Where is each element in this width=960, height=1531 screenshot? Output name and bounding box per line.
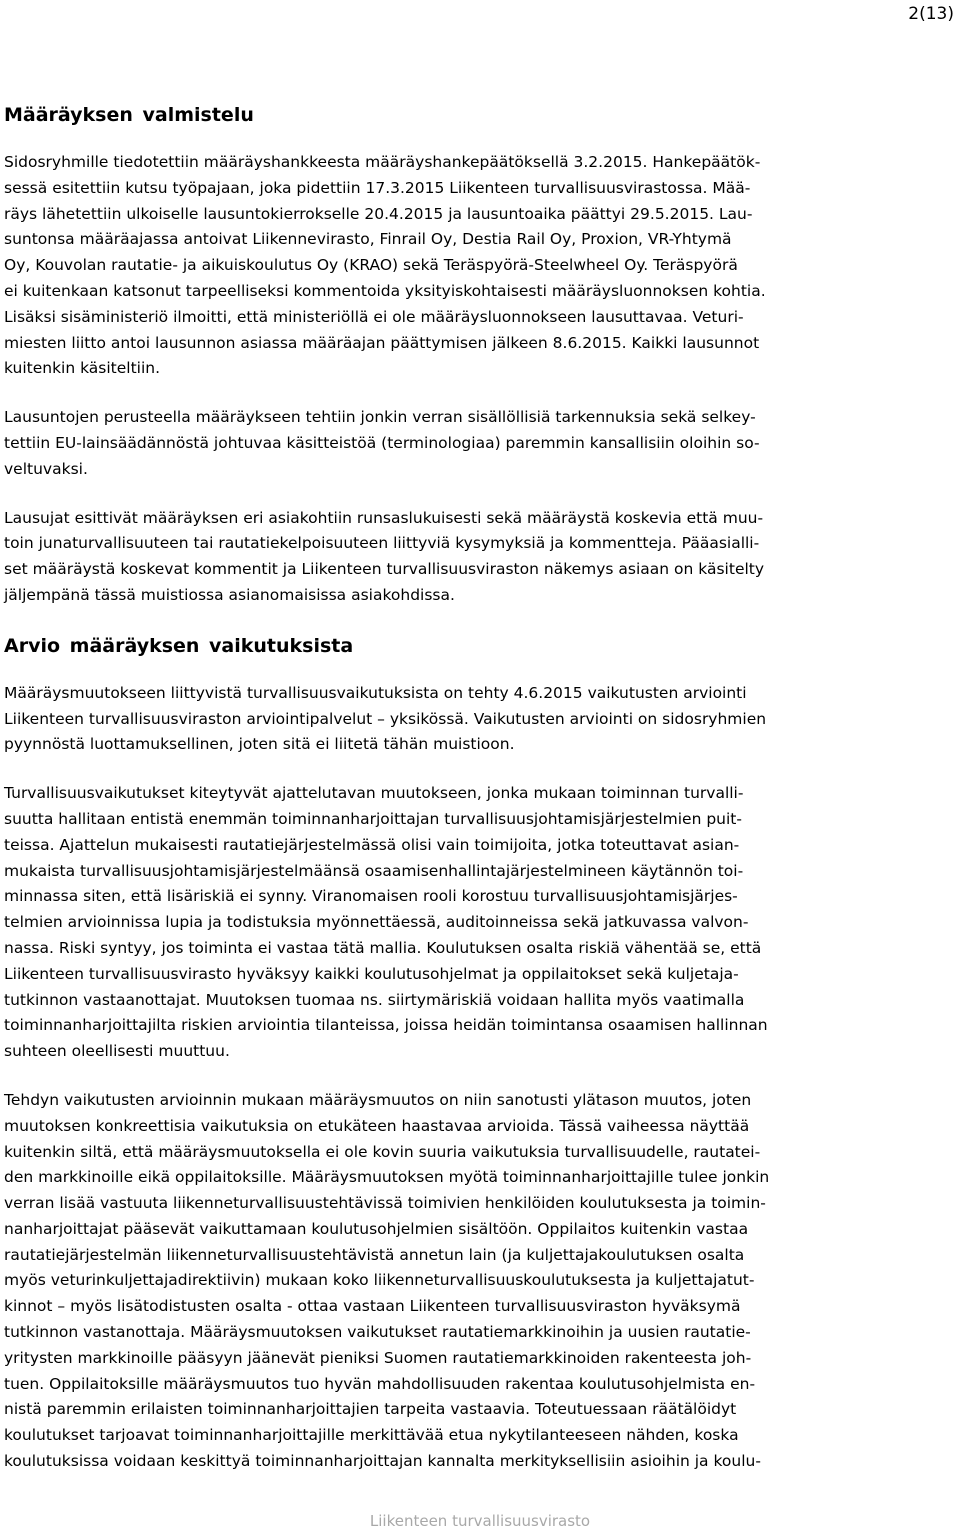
page-number: 2(13)	[908, 4, 954, 24]
footer-organization: Liikenteen turvallisuusvirasto	[369, 1512, 591, 1530]
paragraph-preparation-1: Sidosryhmille tiedotettiin määräyshankkeesta määräyshankepäätöksellä 3.2.2015. Hankepäätök- sessä esitettiin kutsu työpajaan, joka pidettiin 17.3.2015 Liikenteen turvallisuusvirastossa. Mää- räys lähetettiin ulkoiselle lausuntokierrokselle 20.4.2015 ja lausuntoaika päättyi 29.5.2015. Lau- suntonsa määräajassa antoivat Liikennevirasto, Finrail Oy, Destia Rail Oy, Proxion, VR-Yhtymä Oy, Kouvolan rautatie- ja aikuiskoulutus Oy (KRAO) sekä Teräspyörä-Steelwheel Oy. Teräspyörä ei kuitenkaan katsonut tarpeelliseksi kommentoida yksityiskohtaisesti määräysluonnoksen kohtia. Lisäksi sisäministeriö ilmoitti, että ministeriöllä ei ole määräysluonnokseen lausuttavaa. Veturi- miesten liitto antoi lausunnon asiassa määräajan päättymisen jälkeen 8.6.2015. Kaikki lausunnot kuitenkin käsiteltiin.	[4, 153, 766, 378]
paragraph-preparation-3: Lausujat esittivät määräyksen eri asiakohtiin runsaslukuisesti sekä määräystä koskevia että muu- toin junaturvallisuuteen tai rautatiekelpoisuuteen liittyviä kysymyksiä ja kommentteja. Pääasialli- set määräystä koskevat kommentit ja Liikenteen turvallisuusviraston näkemys asiaan on käsitelty jäljempänä tässä muistiossa asianomaisissa asiakohdissa.	[4, 508, 765, 604]
paragraph-impacts-3: Tehdyn vaikutusten arvioinnin mukaan määräysmuutos on niin sanotusti ylätason muutos, joten muutoksen konkreettisia vaikutuksia on etukäteen haastavaa arvioida. Tässä vaiheessa näyttää kuitenkin siltä, että määräysmuutoksella ei ole kovin suuria vaikutuksia turvallisuudelle, rautatei- den markkinoille eikä oppilaitoksille. Määräysmuutoksen myötä toiminnanharjoittajille tulee jonkin verran lisää vastuuta liikenneturvallisuustehtävissä toimivien henkilöiden koulutuksesta ja toimin- nanharjoittajat pääsevät vaikuttamaan koulutusohjelmien sisältöön. Oppilaitos kuitenkin vastaa rautatiejärjestelmän liikenneturvallisuustehtävistä annetun lain (ja kuljettajakoulutuksen osalta myös veturinkuljettajadirektiivin) mukaan koko liikenneturvallisuuskoulutuksesta ja kuljettajatut- kinnot – myös lisätodistusten osalta - ottaa vastaan Liikenteen turvallisuusviraston hyväksymä tutkinnon vastanottaja. Määräysmuutoksen vaikutukset rautatiemarkkinoihin ja uusien rautatie- yritysten markkinoille pääsyyn jäänevät pieniksi Suomen rautatiemarkkinoiden rakenteesta joh- tuen. Oppilaitoksille määräysmuutos tuo hyvän mahdollisuuden rakentaa koulutusohjelmista en- nistä paremmin erilaisten toiminnanharjoittajien tarpeita vastaavia. Toteutuessaan räätälöidyt koulutukset tarjoavat toiminnanharjoittajille merkittävää etua nykytilanteeseen nähden, koska koulutuksissa voidaan keskittyä toiminnanharjoittajan kannalta merkityksellisiin asioihin ja koulu-	[4, 1090, 770, 1471]
section-heading-impacts: Arvio määräyksen vaikutuksista	[4, 634, 354, 657]
document-body	[4, 96, 956, 1475]
paragraph-impacts-2: Turvallisuusvaikutukset kiteytyvät ajattelutavan muutokseen, jonka mukaan toiminnan turvalli- suutta hallitaan entistä enemmän toiminnanharjoittajan turvallisuusjohtamisjärjestelmien puit- teissa. Ajattelun mukaisesti rautatiejärjestelmässä olisi vain toimijoita, jotka toteuttavat asian- mukaista turvallisuusjohtamisjärjestelmäänsä osaamisenhallintajärjestelmineen käytännön toi- minnassa siten, että lisäriskiä ei synny. Viranomaisen rooli korostuu turvallisuusjohtamisjärjes- telmien arvioinnissa lupia ja todistuksia myönnettäessä, auditoinneissa sekä jatkuvassa valvon- nassa. Riski syntyy, jos toiminta ei vastaa tätä mallia. Koulutuksen osalta riskiä vähentää se, että Liikenteen turvallisuusvirasto hyväksyy kaikki koulutusohjelmat ja oppilaitokset sekä kuljetaja- tutkinnon vastaanottajat. Muutoksen tuomaa ns. siirtymäriskiä voidaan hallita myös vaatimalla toiminnanharjoittajilta riskien arviointia tilanteissa, joissa heidän toimintansa osaamisen hallinnan suhteen oleellisesti muuttuu.	[4, 784, 768, 1061]
section-heading-preparation: Määräyksen valmistelu	[4, 104, 254, 126]
paragraph-impacts-1: Määräysmuutokseen liittyvistä turvallisuusvaikutuksista on tehty 4.6.2015 vaikutusten arviointi Liikenteen turvallisuusviraston arviointipalvelut – yksikössä. Vaikutusten arviointi on sidosryhmien pyynnöstä luottamuksellinen, joten sitä ei liitetä tähän muistioon.	[4, 683, 767, 754]
paragraph-preparation-2: Lausuntojen perusteella määräykseen tehtiin jonkin verran sisällöllisiä tarkennuksia sekä selkey- tettiin EU-lainsäädännöstä johtuvaa käsitteistöä (terminologiaa) paremmin kansallisiin oloihin so- veltuvaksi.	[4, 408, 760, 478]
